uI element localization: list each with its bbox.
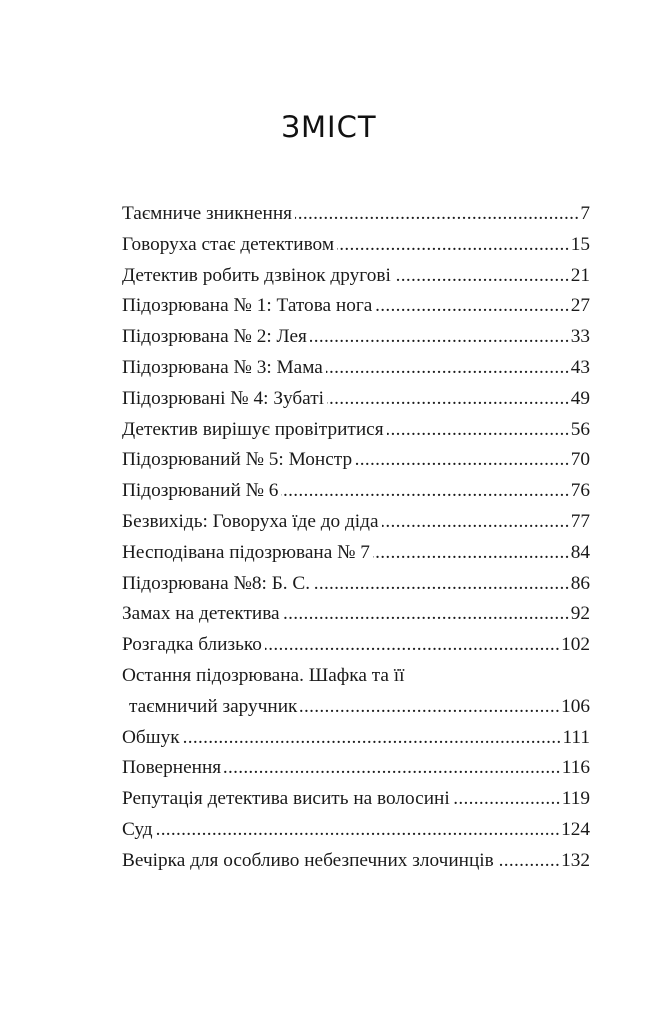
toc-entry-page: 119	[561, 788, 590, 810]
toc-entry-page: 106	[561, 695, 590, 717]
toc-entry-title: Підозрювана № 1: Татова нога	[122, 295, 373, 317]
toc-entry	[122, 723, 590, 754]
toc-entry	[122, 753, 590, 784]
toc-dot-leader	[265, 630, 560, 661]
toc-dot-leader	[281, 476, 569, 507]
toc-entry	[122, 230, 590, 261]
toc-entry-title-first-line: Остання підозрювана. Шафка та її	[122, 664, 405, 686]
toc-dot-leader	[375, 291, 569, 322]
toc-entry-title: Підозрювана №8: Б. С.	[122, 572, 311, 594]
toc-entry-page: 33	[570, 326, 590, 348]
toc-entry-page: 86	[570, 572, 590, 594]
toc-entry-title: Репутація детектива висить на волосині	[122, 788, 450, 810]
toc-entry	[122, 353, 590, 384]
toc-entry-page: 77	[570, 510, 590, 532]
toc-entry	[122, 569, 590, 600]
toc-entry-page: 21	[570, 264, 590, 286]
toc-entry	[122, 261, 590, 292]
toc-entry-title: Безвихідь: Говоруха їде до діда	[122, 510, 379, 532]
toc-entry	[122, 784, 590, 815]
toc-entry	[122, 476, 590, 507]
toc-dot-leader	[355, 445, 570, 476]
toc-entry-title: Таємниче зникнення	[122, 203, 293, 224]
toc-dot-leader	[283, 599, 570, 630]
toc-entry-title: Несподівана підозрювана № 7	[122, 541, 370, 563]
toc-entry-title: Замах на детектива	[122, 603, 280, 625]
toc-entry-page: 116	[561, 757, 590, 779]
toc-entry-page: 56	[570, 418, 590, 440]
toc-dot-leader	[224, 753, 561, 784]
toc-entry	[122, 445, 590, 476]
toc-dot-leader	[310, 322, 570, 353]
toc-entry-title: таємничий заручник	[129, 695, 298, 717]
toc-entry-title: Говоруха стає детективом	[122, 233, 335, 255]
toc-entry-title: Підозрювані № 4: Зубаті	[122, 387, 325, 409]
toc-entry-title: Детектив робить дзвінок другові	[122, 264, 391, 286]
toc-entry-page: 124	[561, 818, 590, 840]
toc-entry-title: Детектив вирішує провітритися	[122, 418, 384, 440]
toc-entry-page: 84	[570, 541, 590, 563]
toc-entry-page: 76	[570, 480, 590, 502]
toc-dot-leader	[300, 692, 560, 723]
toc-dot-leader	[183, 723, 562, 754]
toc-entry-page: 70	[570, 449, 590, 471]
page-title: ЗМІСТ	[281, 110, 377, 144]
toc-entry-title: Підозрюваний № 6	[122, 480, 279, 502]
toc-entry-page: 92	[570, 603, 590, 625]
toc-entry	[122, 199, 590, 230]
toc-entry-title: Вечірка для особливо небезпечних злочинців	[122, 849, 494, 871]
toc-dot-leader	[394, 261, 570, 292]
toc-entry-page: 102	[561, 634, 590, 656]
toc-entry-title: Підозрюваний № 5: Монстр	[122, 449, 353, 471]
toc-dot-leader	[326, 353, 570, 384]
toc-entry-page: 15	[570, 233, 590, 255]
toc-entry	[122, 538, 590, 569]
toc-entry-page: 49	[570, 387, 590, 409]
toc-dot-leader	[313, 569, 570, 600]
toc-dot-leader	[295, 199, 579, 230]
toc-entry-title: Підозрювана № 2: Лея	[122, 326, 307, 348]
toc-dot-leader	[327, 384, 570, 415]
toc-entry-page: 132	[561, 849, 590, 871]
toc-entry	[122, 692, 590, 723]
toc-entry-page: 7	[580, 203, 590, 224]
toc-entry	[122, 322, 590, 353]
toc-entry	[122, 599, 590, 630]
toc-dot-leader	[156, 815, 560, 846]
toc-entry	[122, 291, 590, 322]
toc-entry-title: Суд	[122, 818, 153, 840]
toc-dot-leader	[497, 846, 560, 877]
toc-entry	[122, 815, 590, 846]
toc-entry-page: 111	[562, 726, 590, 748]
toc-entry-title: Повернення	[122, 757, 222, 779]
toc-entry	[122, 846, 590, 877]
toc-dot-leader	[387, 415, 570, 446]
toc-entry-title: Підозрювана № 3: Мама	[122, 356, 323, 378]
toc-entry-page: 43	[570, 356, 590, 378]
toc-entry-title: Обшук	[122, 726, 180, 748]
toc-entry	[122, 384, 590, 415]
toc-entry	[122, 415, 590, 446]
toc-dot-leader	[453, 784, 561, 815]
toc-entry-title: Розгадка близько	[122, 634, 262, 656]
toc-entry	[122, 507, 590, 538]
toc-dot-leader	[382, 507, 570, 538]
toc-dot-leader	[337, 230, 570, 261]
toc-entry-page: 27	[570, 295, 590, 317]
toc-entry	[122, 630, 590, 661]
toc-dot-leader	[373, 538, 570, 569]
table-of-contents	[122, 199, 590, 877]
